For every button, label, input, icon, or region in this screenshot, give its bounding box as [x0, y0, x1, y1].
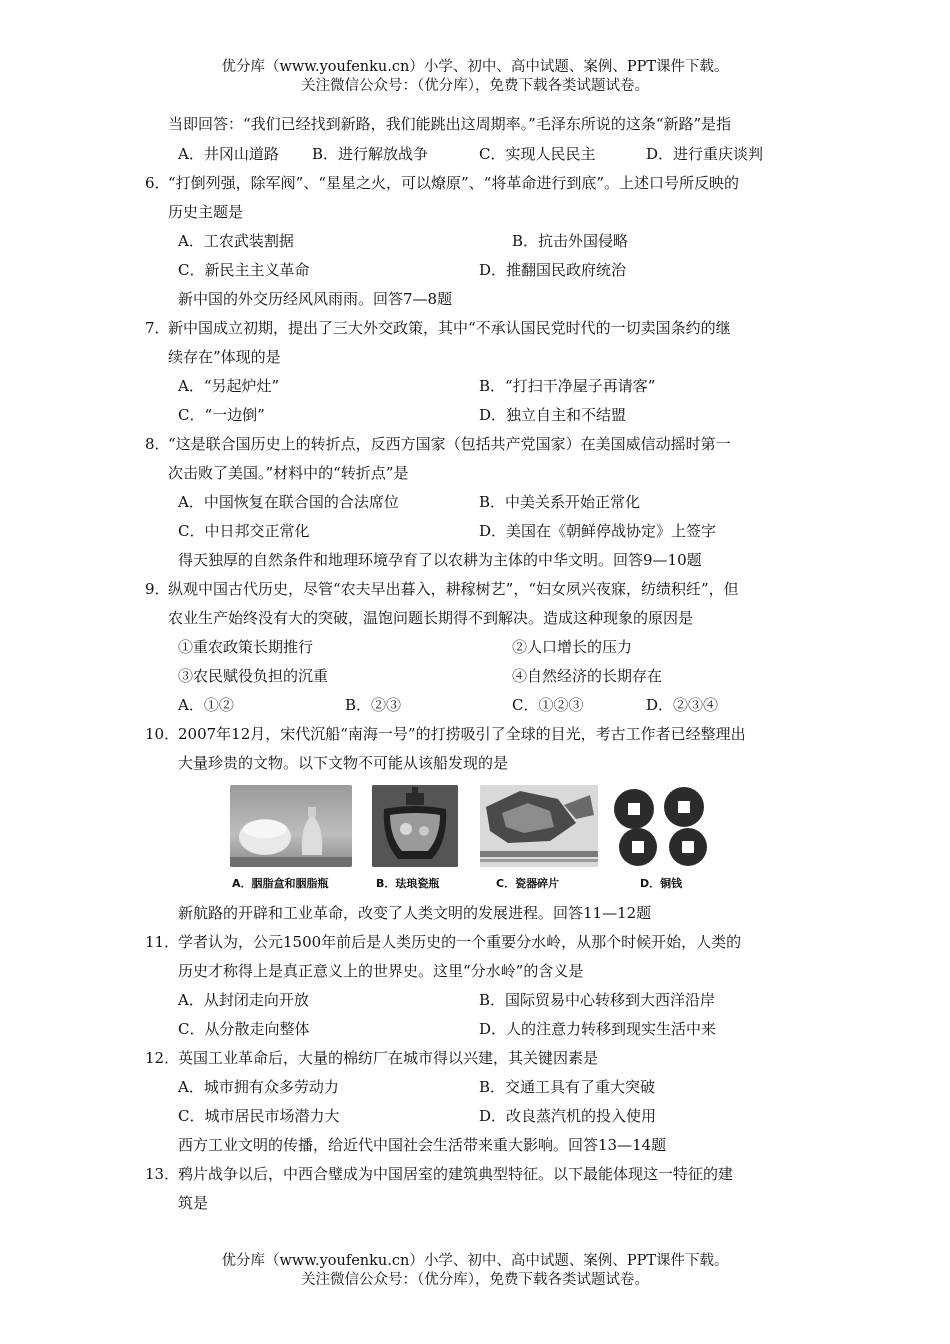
q7-option-b: B．“打扫干净屋子再请客”	[479, 377, 656, 395]
q9-option-b: B．②③	[345, 696, 402, 714]
q12-option-d: D．改良蒸汽机的投入使用	[479, 1107, 657, 1125]
q11-option-a: A．从封闭走向开放	[178, 991, 309, 1009]
q9-option-d: D．②③④	[646, 696, 719, 714]
artifact-b-caption: B．珐琅瓷瓶	[376, 877, 440, 890]
q10-number: 10．	[145, 725, 180, 743]
intro-11-12: 新航路的开辟和工业革命，改变了人类文明的发展进程。回答11—12题	[178, 904, 652, 922]
q13-text-line2: 筑是	[178, 1194, 209, 1212]
q13-number: 13．	[145, 1165, 180, 1183]
q5-option-a: A．井冈山道路	[178, 145, 279, 163]
page-header-line2: 关注微信公众号：（优分库），免费下载各类试题试卷。	[301, 78, 649, 94]
q8-text-line1: “这是联合国历史上的转折点，反西方国家（包括共产党国家）在美国威信动摇时第一	[168, 435, 731, 453]
q9-number: 9．	[145, 580, 170, 598]
q9-statement-3: ③农民赋役负担的沉重	[178, 667, 329, 685]
intro-13-14: 西方工业文明的传播，给近代中国社会生活带来重大影响。回答13—14题	[178, 1136, 667, 1154]
q10-text-line1: 2007年12月，宋代沉船“南海一号”的打捞吸引了全球的目光，考古工作者已经整理出	[178, 725, 746, 743]
q11-option-b: B．国际贸易中心转移到大西洋沿岸	[479, 991, 716, 1009]
artifact-c-caption: C．瓷器碎片	[496, 877, 560, 890]
q6-option-c: C．新民主主义革命	[178, 261, 310, 279]
q6-text-line2: 历史主题是	[168, 203, 244, 221]
artifact-a-caption: A．胭脂盒和胭脂瓶	[232, 877, 329, 890]
q10-artifact-figure	[230, 785, 720, 895]
q11-text-line2: 历史才称得上是真正意义上的世界史。这里“分水岭”的含义是	[178, 962, 584, 980]
q12-option-b: B．交通工具有了重大突破	[479, 1078, 656, 1096]
q6-option-b: B．抗击外国侵略	[512, 232, 629, 250]
q9-option-a: A．①②	[178, 696, 234, 714]
q6-number: 6．	[145, 174, 170, 192]
q12-text: 英国工业革命后，大量的棉纺厂在城市得以兴建，其关键因素是	[178, 1049, 599, 1067]
q8-option-d: D．美国在《朝鲜停战协定》上签字	[479, 522, 717, 540]
artifact-c-image	[480, 785, 598, 867]
q8-option-a: A．中国恢复在联合国的合法席位	[178, 493, 399, 511]
q9-statement-1: ①重农政策长期推行	[178, 638, 314, 656]
q11-option-c: C．从分散走向整体	[178, 1020, 310, 1038]
q8-option-c: C．中日邦交正常化	[178, 522, 310, 540]
page-header-line1: 优分库（www.youfenku.cn）小学、初中、高中试题、案例、PPT课件下载。	[221, 59, 729, 75]
q5-option-d: D．进行重庆谈判	[646, 145, 764, 163]
q8-number: 8．	[145, 435, 170, 453]
q12-number: 12．	[145, 1049, 180, 1067]
q7-option-c: C．“一边倒”	[178, 406, 265, 424]
q9-text-line1: 纵观中国古代历史，尽管“农夫早出暮入，耕稼树艺”，“妇女夙兴夜寐，纺绩积纴”，但	[168, 580, 739, 598]
q9-text-line2: 农业生产始终没有大的突破，温饱问题长期得不到解决。造成这种现象的原因是	[168, 609, 694, 627]
q7-option-d: D．独立自主和不结盟	[479, 406, 627, 424]
page-footer-line1: 优分库（www.youfenku.cn）小学、初中、高中试题、案例、PPT课件下载。	[221, 1253, 729, 1269]
q9-statement-4: ④自然经济的长期存在	[512, 667, 663, 685]
q11-text-line1: 学者认为，公元1500年前后是人类历史的一个重要分水岭，从那个时候开始，人类的	[178, 933, 742, 951]
intro-7-8: 新中国的外交历经风风雨雨。回答7—8题	[178, 290, 453, 308]
q9-statement-2: ②人口增长的压力	[512, 638, 633, 656]
q8-text-line2: 次击败了美国。”材料中的“转折点”是	[168, 464, 409, 482]
artifact-d-image	[608, 785, 718, 867]
intro-9-10: 得天独厚的自然条件和地理环境孕育了以农耕为主体的中华文明。回答9—10题	[178, 551, 702, 569]
q11-number: 11．	[145, 933, 180, 951]
q6-option-d: D．推翻国民政府统治	[479, 261, 627, 279]
q6-text-line1: “打倒列强，除军阀”、“星星之火，可以燎原”、“将革命进行到底”。上述口号所反映的	[168, 174, 740, 192]
q5-option-c: C．实现人民民主	[479, 145, 596, 163]
q12-option-a: A．城市拥有众多劳动力	[178, 1078, 339, 1096]
q11-option-d: D．人的注意力转移到现实生活中来	[479, 1020, 717, 1038]
q5-option-b: B．进行解放战争	[312, 145, 429, 163]
q9-option-c: C．①②③	[512, 696, 584, 714]
q6-option-a: A．工农武装割据	[178, 232, 294, 250]
artifact-d-caption: D．铜钱	[640, 877, 683, 890]
q12-option-c: C．城市居民市场潜力大	[178, 1107, 340, 1125]
page-footer-line2: 关注微信公众号：（优分库），免费下载各类试题试卷。	[301, 1272, 649, 1288]
q13-text-line1: 鸦片战争以后，中西合璧成为中国居室的建筑典型特征。以下最能体现这一特征的建	[178, 1165, 734, 1183]
artifact-b-image	[372, 785, 458, 867]
q7-number: 7．	[145, 319, 170, 337]
q7-text-line1: 新中国成立初期，提出了三大外交政策，其中“不承认国民党时代的一切卖国条约的继	[168, 319, 731, 337]
q10-text-line2: 大量珍贵的文物。以下文物不可能从该船发现的是	[178, 754, 509, 772]
q8-option-b: B．中美关系开始正常化	[479, 493, 641, 511]
q7-option-a: A．“另起炉灶”	[178, 377, 280, 395]
artifact-a-image	[230, 785, 352, 867]
q7-text-line2: 续存在”体现的是	[168, 348, 281, 366]
q5-text: 当即回答：“我们已经找到新路，我们能跳出这周期率。”毛泽东所说的这条“新路”是指	[168, 115, 732, 133]
